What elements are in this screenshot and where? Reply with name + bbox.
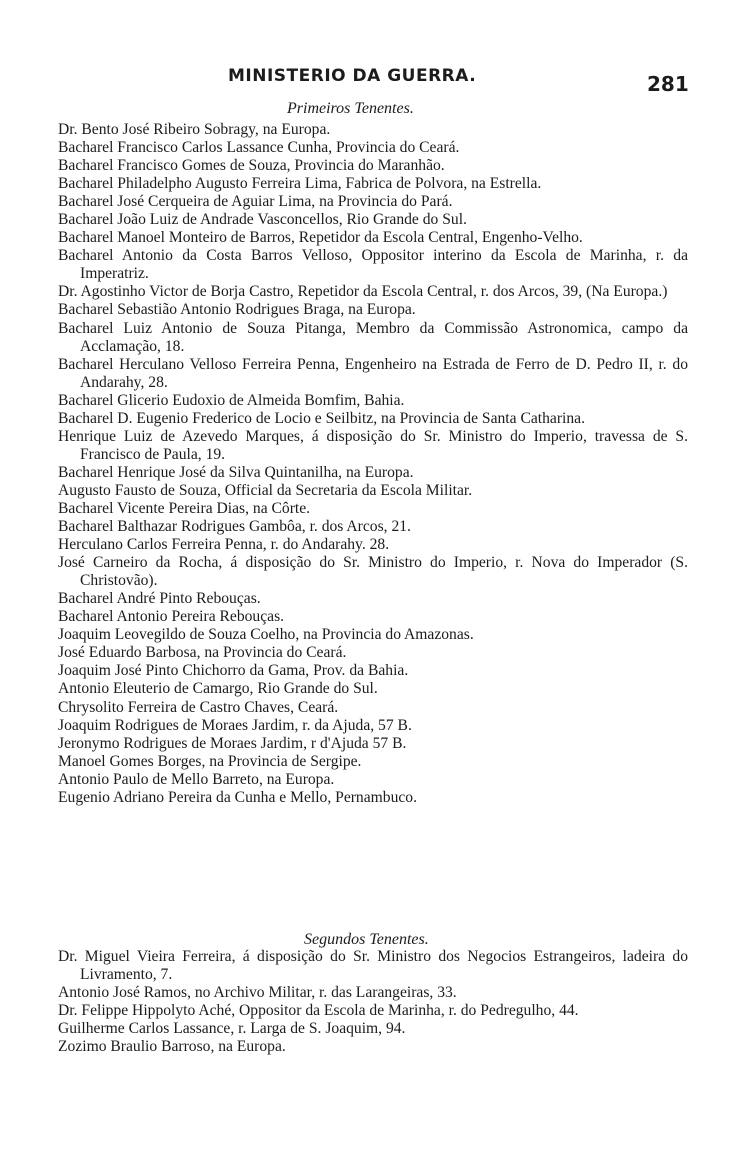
list-item: Bacharel Antonio Pereira Rebouças. (58, 608, 285, 626)
page-number: 281 (647, 72, 689, 96)
list-item: Bacharel Antonio da Costa Barros Velloso, Oppositor interino da Escola de Marinha, r. da Imperatriz. (58, 247, 688, 283)
list-item: Chrysolito Ferreira de Castro Chaves, Ceará. (58, 698, 339, 716)
list-item: Dr. Felippe Hippolyto Aché, Oppositor da Escola de Marinha, r. do Pedregulho, 44. (58, 1002, 579, 1020)
list-item: Bacharel Balthazar Rodrigues Gambôa, r. dos Arcos, 21. (58, 518, 411, 536)
list-item: José Eduardo Barbosa, na Provincia do Ceará. (58, 644, 347, 662)
list-item: Bacharel Herculano Velloso Ferreira Penna, Engenheiro na Estrada de Ferro de D. Pedro II, r. do Andarahy, 28. (58, 355, 688, 391)
entry-list-primeiros-tenentes (58, 121, 688, 807)
list-item: Bacharel Francisco Gomes de Souza, Provincia do Maranhão. (58, 157, 445, 175)
list-item: Jeronymo Rodrigues de Moraes Jardim, r d'Ajuda 57 B. (58, 734, 407, 752)
list-item: Bacharel Vicente Pereira Dias, na Côrte. (58, 499, 311, 517)
list-item: Bacharel Francisco Carlos Lassance Cunha, Provincia do Ceará. (58, 139, 460, 157)
list-item: Manoel Gomes Borges, na Provincia de Sergipe. (58, 752, 362, 770)
list-item: Dr. Bento José Ribeiro Sobragy, na Europa. (58, 121, 331, 138)
running-head: MINISTERIO DA GUERRA. (228, 66, 477, 86)
list-item: Bacharel Luiz Antonio de Souza Pitanga, Membro da Commissão Astronomica, campo da Acclamação, 18. (58, 319, 688, 355)
list-item: Antonio Paulo de Mello Barreto, na Europa. (58, 770, 335, 788)
list-item: Bacharel Henrique José da Silva Quintanilha, na Europa. (58, 463, 414, 481)
list-item: Bacharel Sebastião Antonio Rodrigues Braga, na Europa. (58, 301, 416, 319)
list-item: Joaquim José Pinto Chichorro da Gama, Prov. da Bahia. (58, 662, 409, 680)
list-item: Herculano Carlos Ferreira Penna, r. do Andarahy. 28. (58, 536, 390, 554)
list-item: Bacharel Philadelpho Augusto Ferreira Lima, Fabrica de Polvora, na Estrella. (58, 175, 542, 193)
list-item: Zozimo Braulio Barroso, na Europa. (58, 1038, 286, 1056)
list-item: Bacharel José Cerqueira de Aguiar Lima, na Provincia do Pará. (58, 193, 453, 211)
list-item: José Carneiro da Rocha, á disposição do Sr. Ministro do Imperio, r. Nova do Imperador (S. Christovão). (58, 554, 688, 590)
list-item: Antonio José Ramos, no Archivo Militar, r. das Larangeiras, 33. (58, 984, 457, 1002)
list-item: Joaquim Rodrigues de Moraes Jardim, r. da Ajuda, 57 B. (58, 716, 412, 734)
list-item: Bacharel André Pinto Rebouças. (58, 590, 261, 608)
list-item: Augusto Fausto de Souza, Official da Secretaria da Escola Militar. (58, 481, 473, 499)
list-item: Dr. Miguel Vieira Ferreira, á disposição do Sr. Ministro dos Negocios Estrangeiros, ladeira do Livramento, 7. (58, 948, 688, 984)
list-item: Dr. Agostinho Victor de Borja Castro, Repetidor da Escola Central, r. dos Arcos, 39, (Na Europa.) (58, 283, 668, 301)
list-item: Bacharel Glicerio Eudoxio de Almeida Bomfim, Bahia. (58, 391, 405, 409)
list-item: Bacharel D. Eugenio Frederico de Locio e Seilbitz, na Provincia de Santa Catharina. (58, 409, 585, 427)
list-item: Henrique Luiz de Azevedo Marques, á disposição do Sr. Ministro do Imperio, travessa de S. Francisco de Paula, 19. (58, 427, 688, 463)
list-item: Bacharel João Luiz de Andrade Vasconcellos, Rio Grande do Sul. (58, 211, 467, 229)
section-title-primeiros-tenentes: Primeiros Tenentes. (287, 100, 414, 117)
section-title-segundos-tenentes: Segundos Tenentes. (304, 931, 429, 948)
list-item: Antonio Eleuterio de Camargo, Rio Grande do Sul. (58, 680, 378, 698)
list-item: Bacharel Manoel Monteiro de Barros, Repetidor da Escola Central, Engenho-Velho. (58, 229, 583, 247)
entry-list-segundos-tenentes (58, 948, 688, 1056)
list-item: Guilherme Carlos Lassance, r. Larga de S. Joaquim, 94. (58, 1020, 406, 1038)
list-item: Joaquim Leovegildo de Souza Coelho, na Provincia do Amazonas. (58, 626, 474, 644)
list-item: Eugenio Adriano Pereira da Cunha e Mello, Pernambuco. (58, 788, 417, 806)
page-header (0, 66, 746, 96)
